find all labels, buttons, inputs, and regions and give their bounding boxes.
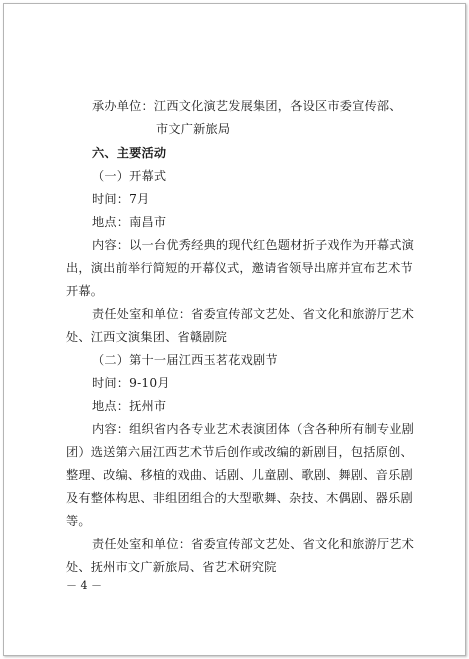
content-line: 及有整体构思、非组团组合的大型歌舞、杂技、木偶剧、器乐剧 — [66, 491, 413, 505]
subsection-heading: （一）开幕式 — [92, 169, 167, 183]
content-line: 整理、改编、移植的戏曲、话剧、儿童剧、歌剧、舞剧、音乐剧 — [66, 468, 413, 482]
subsection-heading: （二）第十一届江西玉茗花戏剧节 — [92, 353, 278, 367]
content-line: 内容：以一台优秀经典的现代红色题材折子戏作为开幕式演 — [92, 238, 415, 252]
content-line: 开幕。 — [66, 284, 104, 298]
section-heading: 六、主要活动 — [92, 146, 167, 160]
location-line: 地点：南昌市 — [92, 215, 167, 229]
responsibility-line: 处、江西文演集团、省赣剧院 — [66, 330, 228, 344]
content-line: 团）选送第六届江西艺术节后创作或改编的新剧目，包括原创、 — [66, 445, 413, 459]
time-line: 时间：9-10月 — [92, 376, 170, 390]
content-line: 出，演出前举行简短的开幕仪式，邀请省领导出席并宣布艺术节 — [66, 261, 413, 275]
document-page — [3, 3, 466, 656]
content-line: 内容：组织省内各专业艺术表演团体（含各种所有制专业剧 — [92, 422, 415, 436]
content-line: 等。 — [66, 514, 91, 528]
responsibility-line: 责任处室和单位：省委宣传部文艺处、省文化和旅游厅艺术 — [92, 307, 415, 321]
time-line: 时间：7月 — [92, 192, 150, 206]
organizer-line-continued: 市文广新旅局 — [156, 122, 231, 136]
page-number: － 4 － — [66, 579, 102, 592]
responsibility-line: 处、抚州市文广新旅局、省艺术研究院 — [66, 560, 277, 574]
responsibility-line: 责任处室和单位：省委宣传部文艺处、省文化和旅游厅艺术 — [92, 537, 415, 551]
organizer-line: 承办单位：江西文化演艺发展集团，各设区市委宣传部、 — [92, 99, 402, 113]
location-line: 地点：抚州市 — [92, 399, 167, 413]
